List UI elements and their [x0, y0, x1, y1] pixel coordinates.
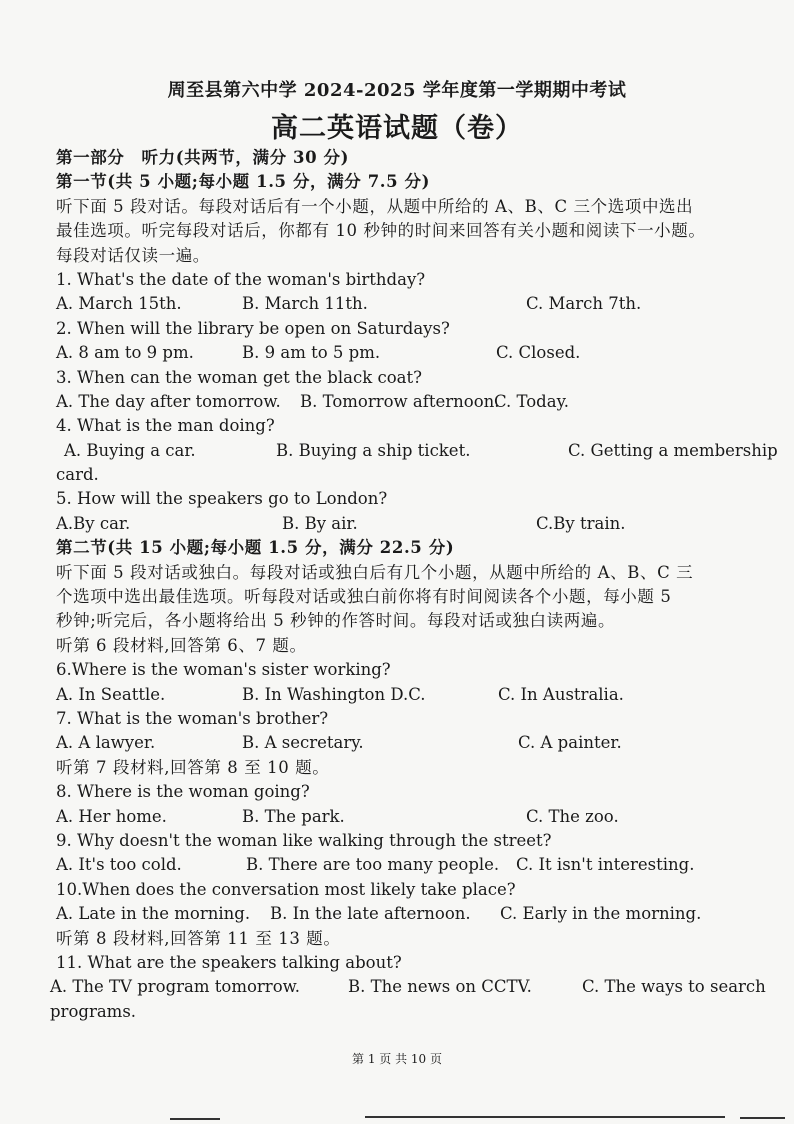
question-stem: 9. Why doesn't the woman like walking through the street?: [56, 830, 552, 850]
question-stem: 6.Where is the woman's sister working?: [56, 660, 391, 680]
option-b: B. In Washington D.C.: [242, 684, 426, 704]
option-a: A.By car.: [56, 513, 131, 533]
option-b: B. In the late afternoon.: [270, 904, 471, 924]
option-c: C. Closed.: [496, 343, 581, 363]
scan-edge-line: [740, 1117, 785, 1119]
instruction-line: 最佳选项。听完每段对话后，你都有 10 秒钟的时间来回答有关小题和阅读下一小题。: [56, 221, 706, 241]
instruction-line: 听下面 5 段对话或独白。每段对话或独白后有几个小题，从题中所给的 A、B、C 三: [56, 562, 694, 582]
question-stem: 10.When does the conversation most likely take place?: [56, 879, 516, 899]
exam-content: [50, 146, 778, 1024]
option-a: A. Her home.: [56, 806, 167, 826]
option-b: B. The park.: [242, 806, 345, 826]
question-options: [56, 439, 776, 463]
scan-edge-line: [365, 1116, 725, 1118]
option-a: A. March 15th.: [56, 294, 182, 314]
option-c: C. Getting a membership: [568, 440, 778, 460]
question-options: [56, 512, 776, 536]
question-stem: 8. Where is the woman going?: [56, 782, 310, 802]
option-b: B. By air.: [282, 513, 358, 533]
option-c-continuation: programs.: [50, 1001, 137, 1021]
option-c: C. The ways to search: [582, 977, 766, 997]
option-a: A. Buying a car.: [64, 440, 196, 460]
question-stem: 5. How will the speakers go to London?: [56, 489, 388, 509]
instruction-line: 每段对话仅读一遍。: [56, 245, 210, 265]
option-c-continuation: card.: [56, 465, 99, 485]
question-stem: 7. What is the woman's brother?: [56, 708, 329, 728]
part-title: 第一部分 听力(共两节，满分 30 分): [56, 148, 350, 167]
question-options: [56, 683, 776, 707]
option-a: A. In Seattle.: [56, 684, 166, 704]
option-c: C. Today.: [494, 391, 569, 411]
question-options: [56, 341, 776, 365]
section-title: 第二节(共 15 小题;每小题 1.5 分，满分 22.5 分): [56, 538, 455, 558]
option-b: B. Buying a ship ticket.: [276, 440, 471, 460]
option-b: B. A secretary.: [242, 733, 364, 753]
material-note: 听第 6 段材料,回答第 6、7 题。: [56, 635, 307, 655]
question-options: [56, 731, 776, 755]
option-c: C. In Australia.: [498, 684, 624, 704]
material-note: 听第 8 段材料,回答第 11 至 13 题。: [56, 928, 341, 948]
question-stem: 11. What are the speakers talking about?: [56, 952, 402, 972]
option-a: A. The TV program tomorrow.: [50, 977, 301, 997]
question-options: [56, 292, 776, 316]
question-options: [56, 853, 776, 877]
option-a: A. It's too cold.: [56, 855, 182, 875]
option-c: C. Early in the morning.: [500, 904, 702, 924]
option-b: B. March 11th.: [242, 294, 368, 314]
option-c: C. A painter.: [518, 733, 622, 753]
question-stem: 4. What is the man doing?: [56, 416, 275, 436]
scan-edge-line: [170, 1118, 220, 1120]
option-c: C. It isn't interesting.: [516, 855, 695, 875]
question-options: [50, 975, 770, 999]
option-b: B. 9 am to 5 pm.: [242, 343, 381, 363]
question-options: [56, 805, 776, 829]
option-a: A. A lawyer.: [56, 733, 156, 753]
option-a: A. 8 am to 9 pm.: [56, 343, 194, 363]
option-c: C.By train.: [536, 513, 626, 533]
option-b: B. Tomorrow afternoon.: [300, 391, 500, 411]
option-a: A. The day after tomorrow.: [56, 391, 281, 411]
option-a: A. Late in the morning.: [56, 904, 251, 924]
question-stem: 2. When will the library be open on Saturdays?: [56, 318, 450, 338]
material-note: 听第 7 段材料,回答第 8 至 10 题。: [56, 757, 330, 777]
question-stem: 3. When can the woman get the black coat?: [56, 367, 422, 387]
instruction-line: 个选项中选出最佳选项。听每段对话或独白前你将有时间阅读各个小题，每小题 5: [56, 587, 672, 607]
instruction-line: 听下面 5 段对话。每段对话后有一个小题，从题中所给的 A、B、C 三个选项中选出: [56, 196, 694, 216]
question-options: [56, 902, 776, 926]
school-exam-title: 周至县第六中学 2024-2025 学年度第一学期期中考试: [167, 80, 627, 101]
page-number: 第 1 页 共 10 页: [352, 1052, 442, 1066]
option-b: B. The news on CCTV.: [348, 977, 532, 997]
option-c: C. March 7th.: [526, 294, 642, 314]
section-title: 第一节(共 5 小题;每小题 1.5 分，满分 7.5 分): [56, 172, 431, 192]
instruction-line: 秒钟;听完后，各小题将给出 5 秒钟的作答时间。每段对话或独白读两遍。: [56, 611, 616, 631]
question-stem: 1. What's the date of the woman's birthday?: [56, 269, 426, 289]
paper-title: 高二英语试题（卷）: [271, 113, 523, 144]
option-c: C. The zoo.: [526, 806, 619, 826]
question-options: [56, 390, 776, 414]
option-b: B. There are too many people.: [246, 855, 500, 875]
